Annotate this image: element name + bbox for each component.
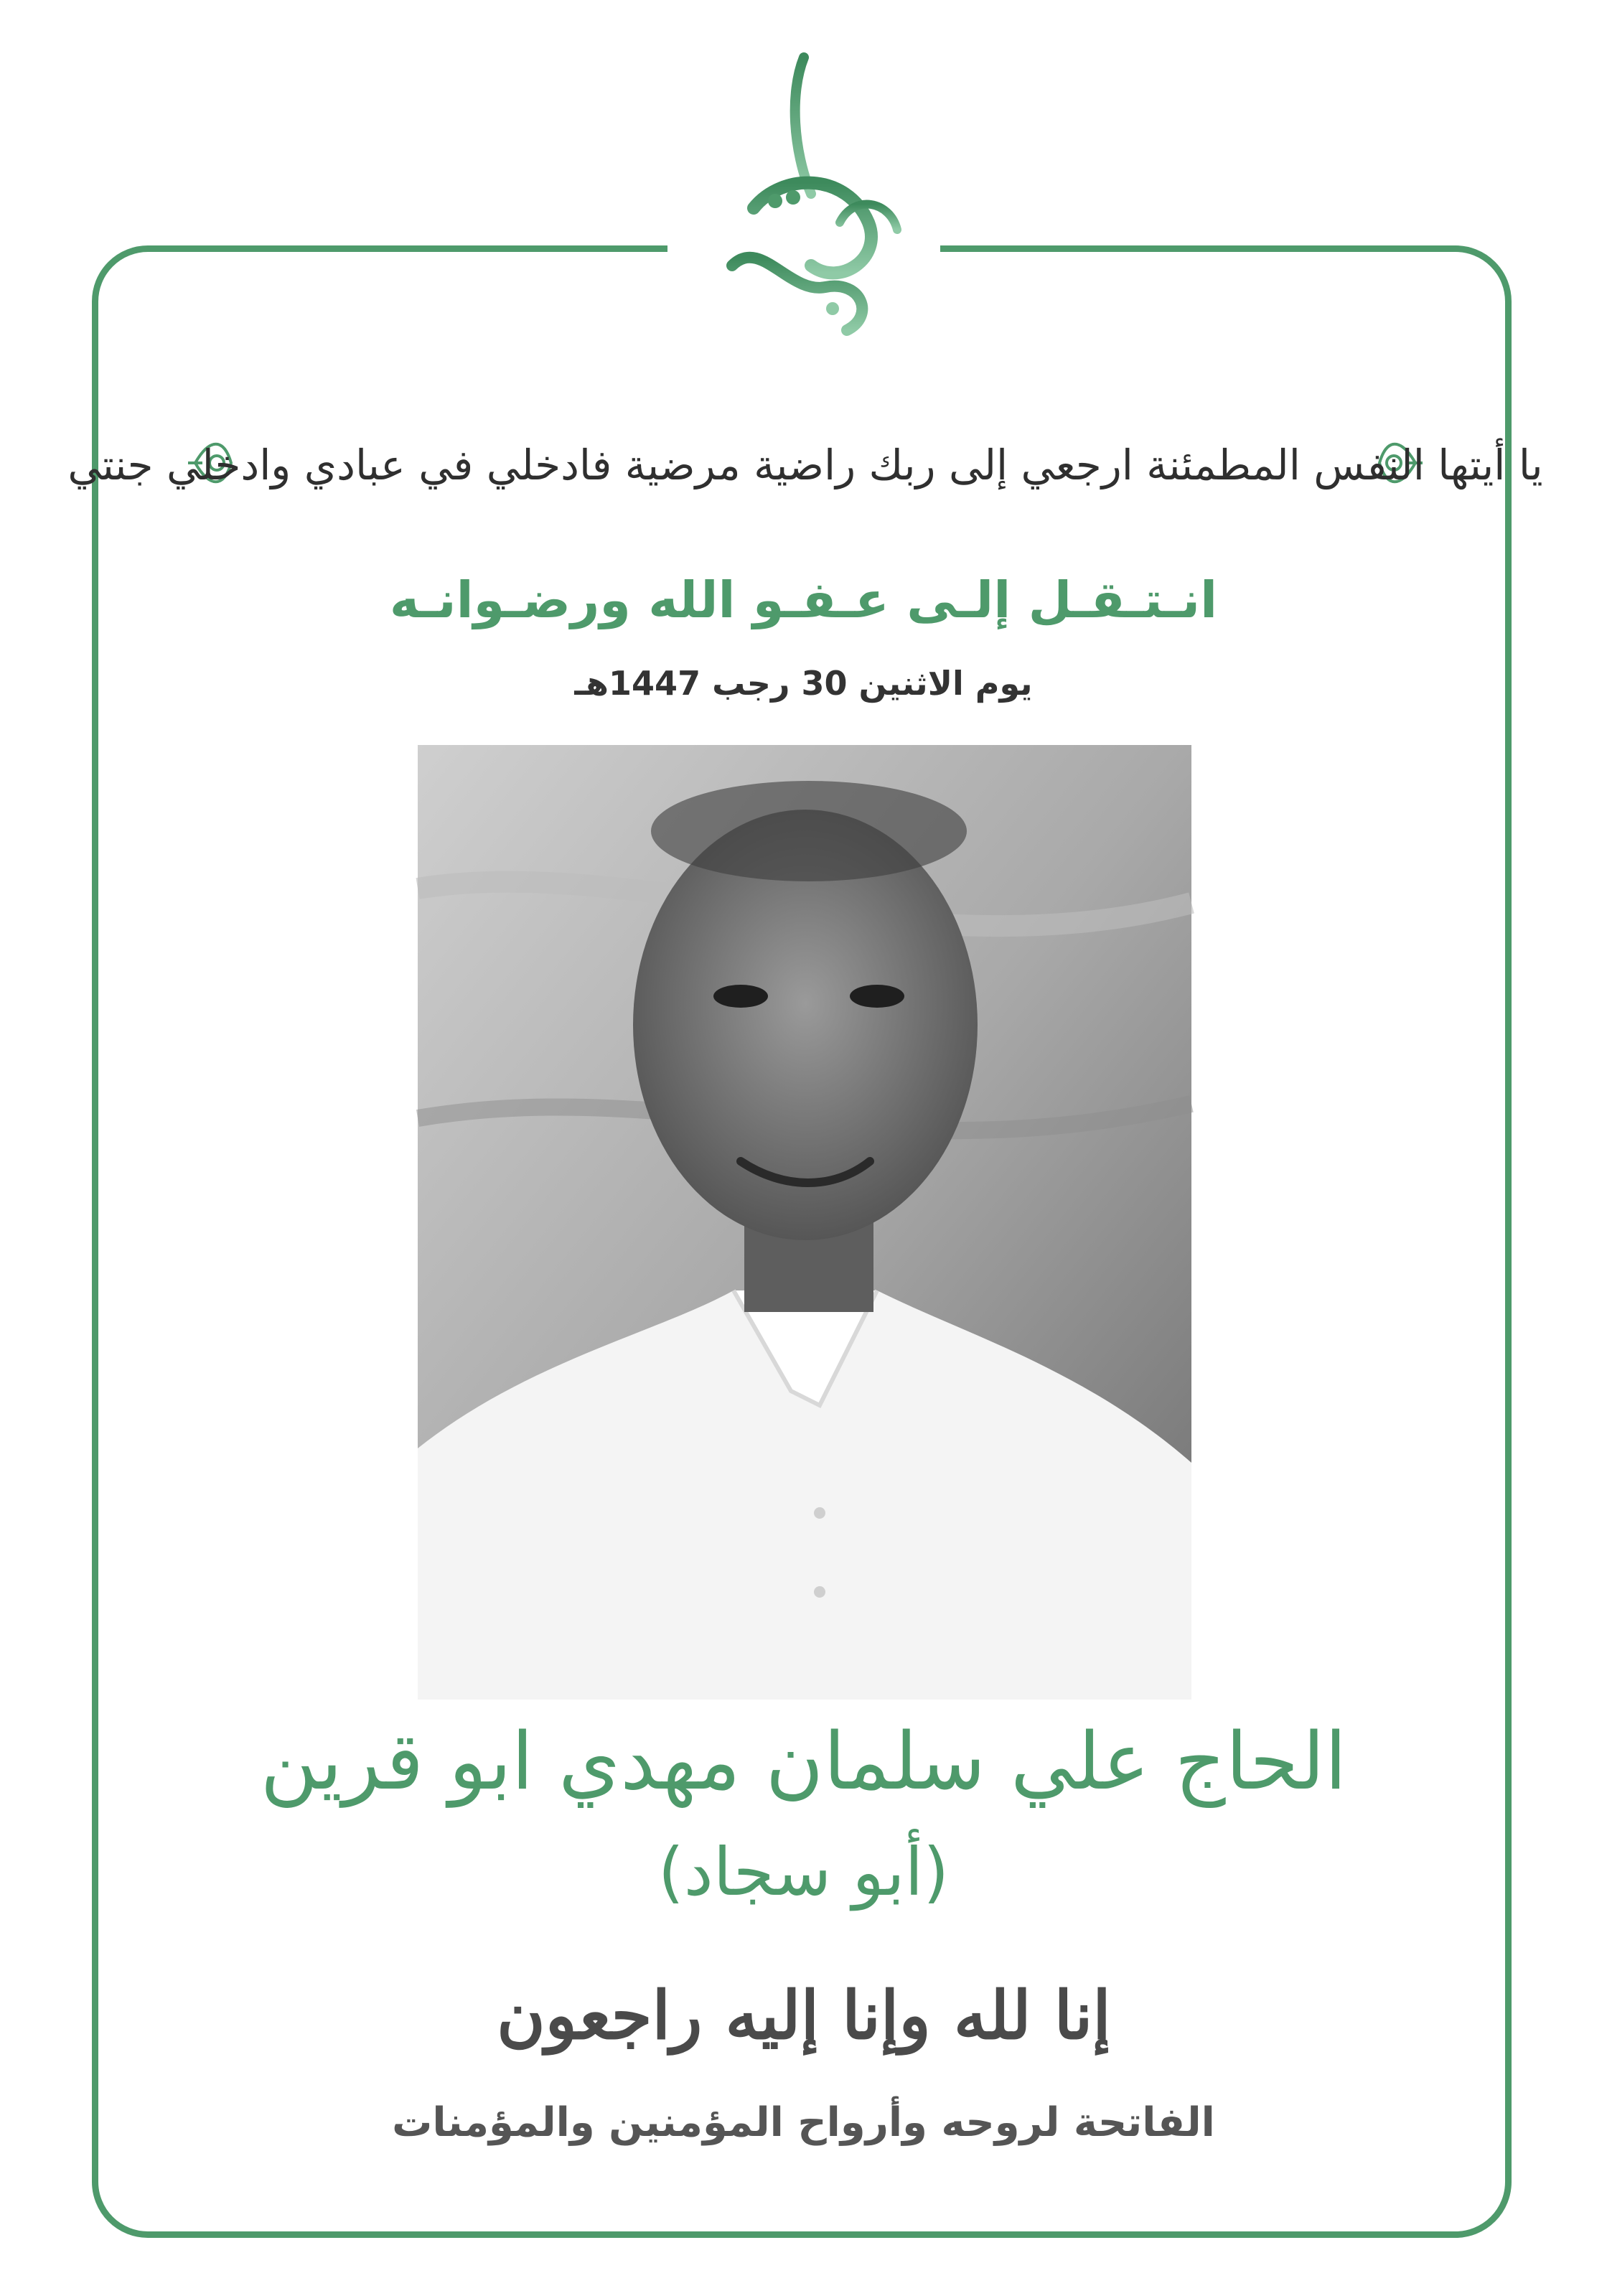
verse-text: يا أيتها النفس المطمئنة ارجعي إلى ربك راضية مرضية فادخلي في عبادي وادخلي جنتي bbox=[67, 441, 1543, 489]
passed-away-heading: انـتـقـل إلـى عـفـو الله ورضـوانـه bbox=[389, 571, 1218, 629]
verse-banner bbox=[67, 409, 1543, 517]
calligraphy-logo bbox=[667, 50, 940, 352]
calligraphy-inna-lillah bbox=[488, 1931, 1120, 2081]
deceased-nickname: (أبو سجاد) bbox=[657, 1834, 950, 1911]
date-of-death: يوم الاثنين 30 رجب 1447هـ bbox=[574, 664, 1033, 703]
fatiha-line: الفاتحة لروحه وأرواح المؤمنين والمؤمنات bbox=[392, 2099, 1215, 2146]
deceased-name: الحاج علي سلمان مهدي ابو قرين bbox=[260, 1715, 1347, 1807]
calligraphy-text: إنا لله وإنا إليه راجعون bbox=[497, 1977, 1111, 2054]
portrait-photo bbox=[418, 745, 1191, 1700]
